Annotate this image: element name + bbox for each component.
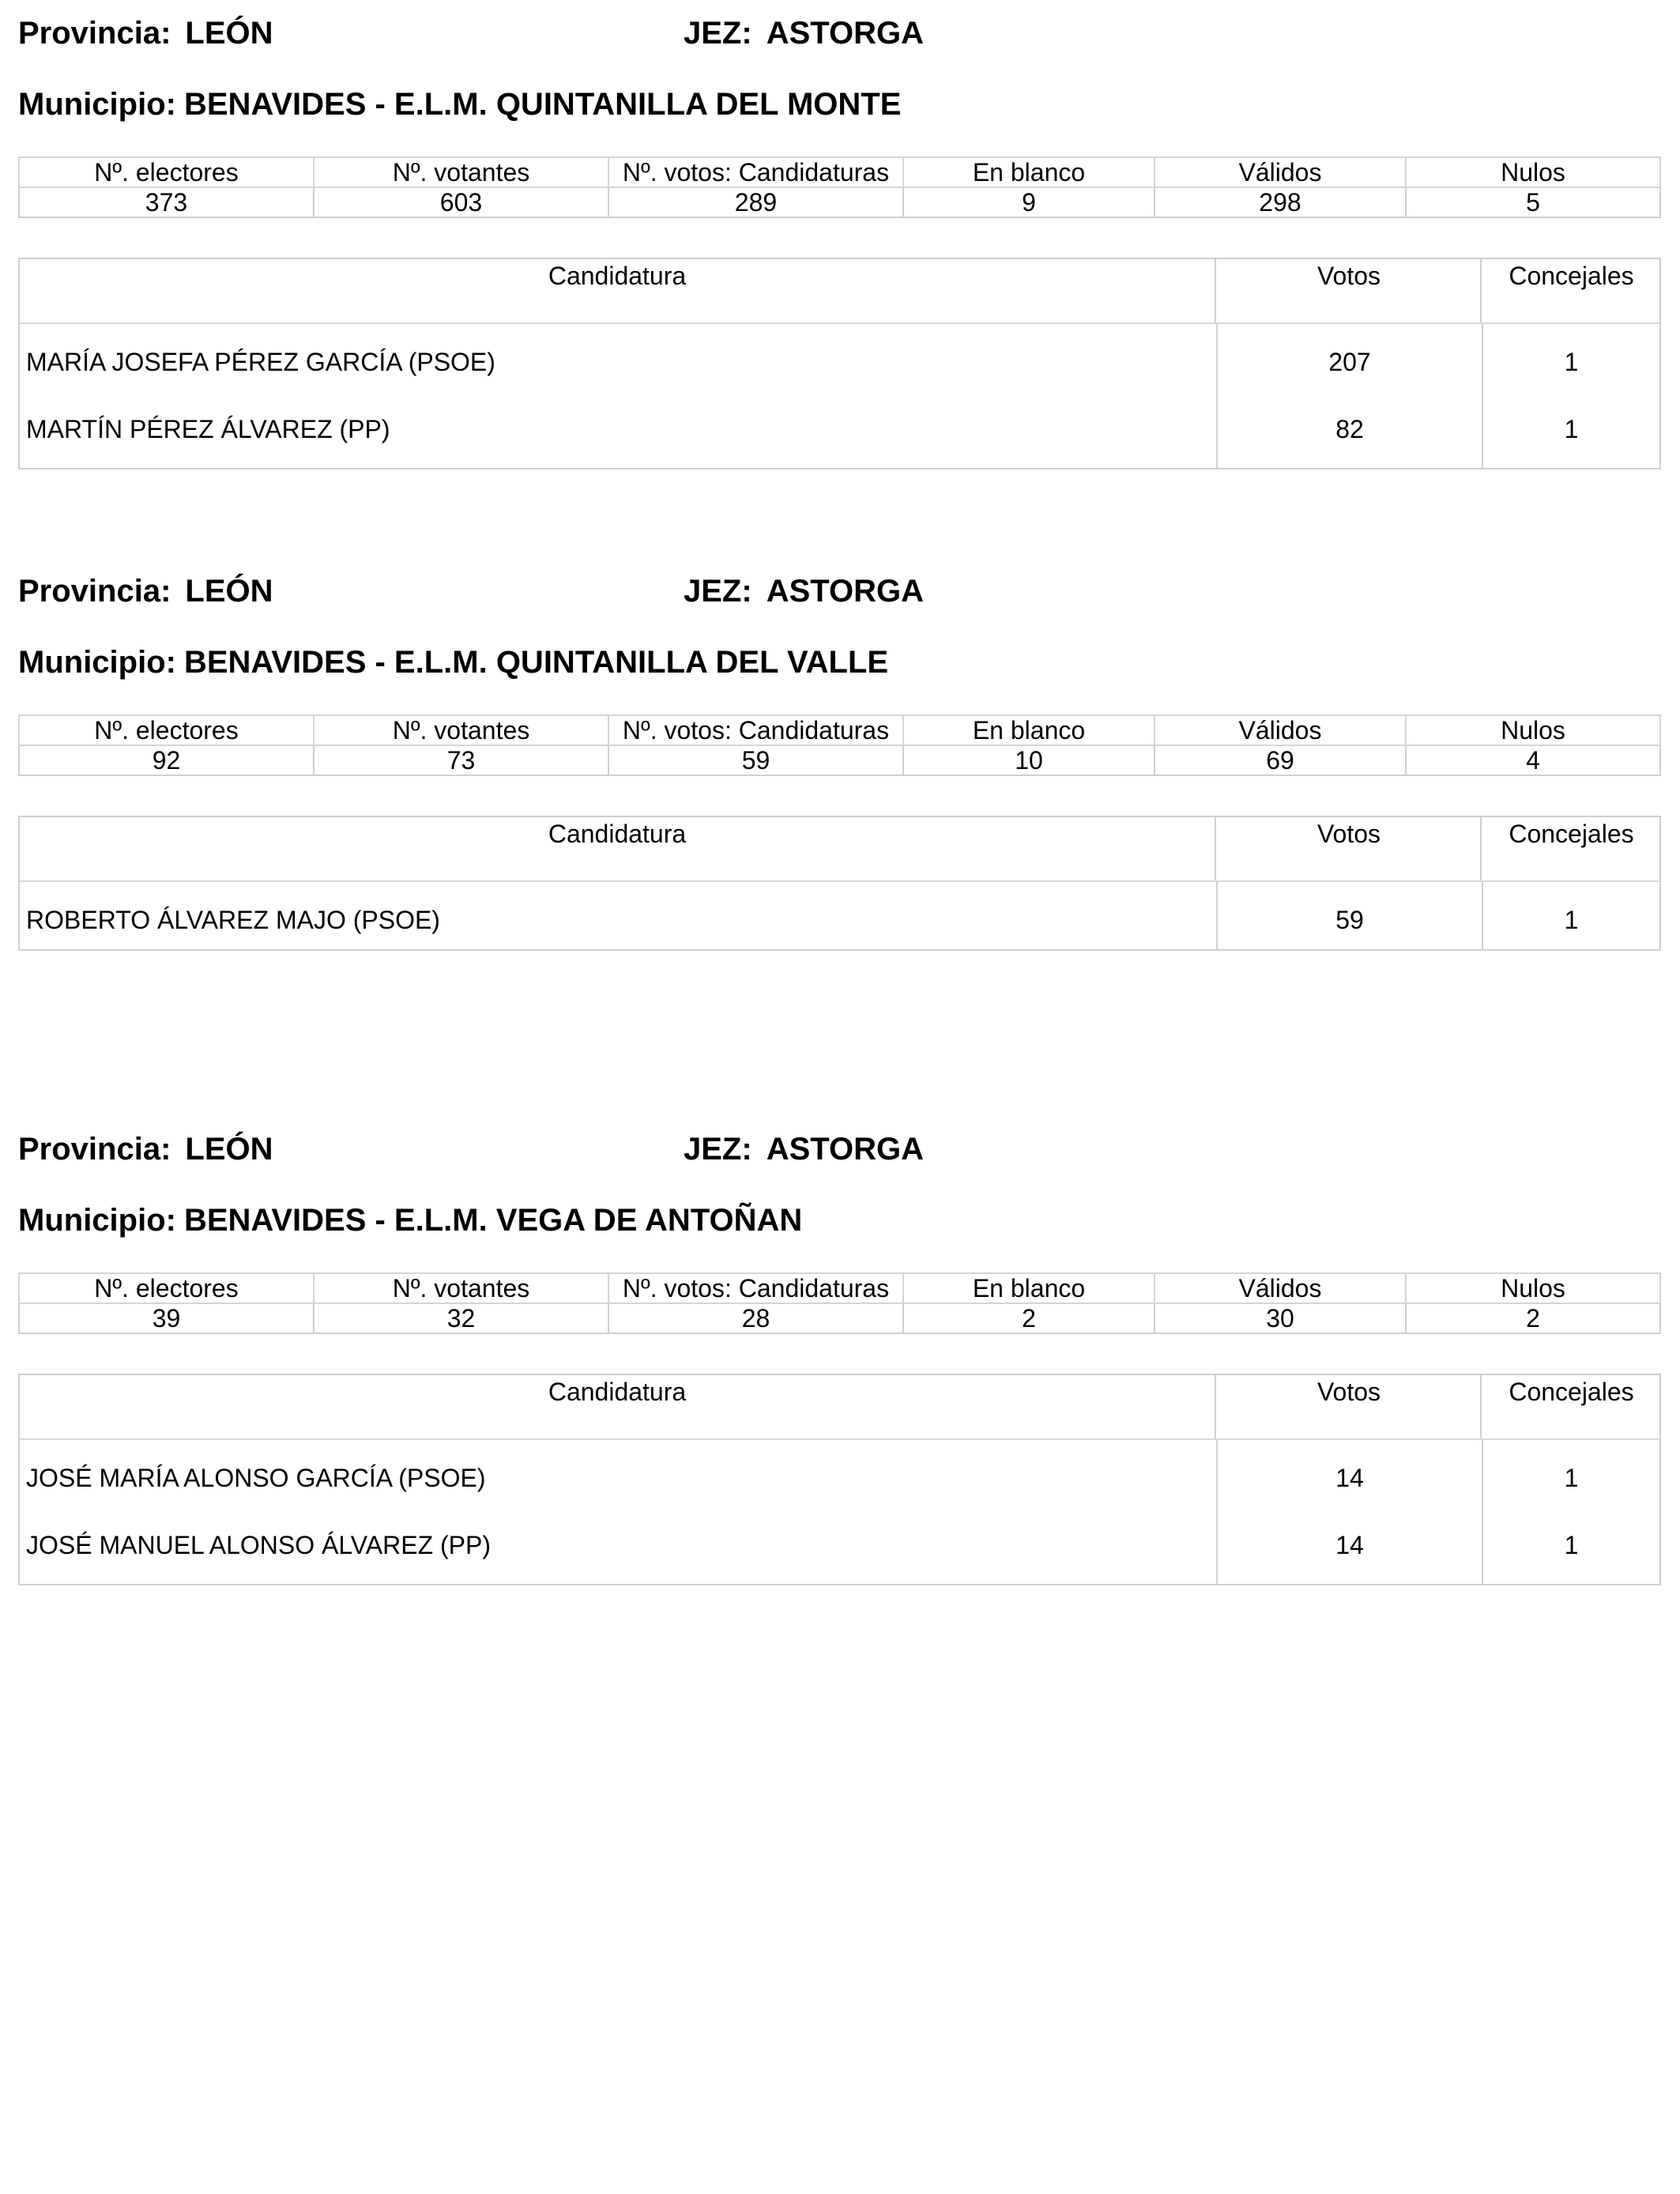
nulos-header: Nulos: [1406, 1273, 1660, 1303]
candidate-name: ROBERTO ÁLVAREZ MAJO (PSOE): [26, 906, 440, 934]
electores-value: 39: [19, 1303, 314, 1333]
validos-value: 69: [1155, 745, 1406, 775]
votos-header: Votos: [1218, 1375, 1482, 1438]
jez-label: JEZ:: [684, 1132, 752, 1167]
votos-header: Votos: [1218, 259, 1482, 322]
candidates-header-row: [20, 1375, 1659, 1440]
votantes-value: 73: [314, 745, 608, 775]
candidate-concejales: 1: [1564, 415, 1579, 443]
electores-header: Nº. electores: [19, 1273, 314, 1303]
electores-value: 373: [19, 187, 314, 217]
summary-values-row: [19, 1303, 1660, 1333]
validos-value: 30: [1155, 1303, 1406, 1333]
provincia-label: Provincia:: [18, 1132, 171, 1167]
municipio-value: BENAVIDES - E.L.M. VEGA DE ANTOÑAN: [183, 1203, 803, 1238]
municipio-line: [18, 87, 901, 123]
jez-value: ASTORGA: [766, 16, 924, 51]
summary-header-row: [19, 715, 1660, 745]
votos-candidaturas-header: Nº. votos: Candidaturas: [608, 157, 903, 187]
validos-header: Válidos: [1155, 715, 1406, 745]
provincia-value: LEÓN: [185, 16, 273, 51]
summary-header-row: [19, 157, 1660, 187]
provincia-line: [18, 574, 273, 609]
candidate-votos: 59: [1335, 906, 1364, 934]
candidate-row: [20, 882, 1659, 949]
votos-candidaturas-header: Nº. votos: Candidaturas: [608, 1273, 903, 1303]
candidatura-header: Candidatura: [20, 817, 1216, 880]
votos-candidaturas-value: 59: [608, 745, 903, 775]
municipio-value: BENAVIDES - E.L.M. QUINTANILLA DEL MONTE: [183, 87, 902, 122]
concejales-header: Concejales: [1509, 262, 1634, 290]
nulos-header: Nulos: [1406, 157, 1660, 187]
en-blanco-header: En blanco: [903, 715, 1155, 745]
en-blanco-header: En blanco: [903, 1273, 1155, 1303]
summary-table: [18, 714, 1661, 776]
nulos-header: Nulos: [1406, 715, 1660, 745]
candidate-concejales: 1: [1564, 348, 1579, 376]
summary-values-row: [19, 187, 1660, 217]
candidate-name: MARÍA JOSEFA PÉREZ GARCÍA (PSOE): [26, 348, 495, 376]
candidate-votos: 14: [1335, 1464, 1364, 1492]
concejales-header: Concejales: [1509, 820, 1634, 848]
votos-candidaturas-header: Nº. votos: Candidaturas: [608, 715, 903, 745]
candidates-body: [20, 1440, 1659, 1584]
section-header: [18, 16, 1659, 79]
municipio-label: Municipio:: [18, 1203, 176, 1238]
candidate-name: JOSÉ MARÍA ALONSO GARCÍA (PSOE): [26, 1464, 486, 1492]
candidate-concejales: 1: [1564, 906, 1579, 934]
jez-value: ASTORGA: [766, 574, 924, 609]
candidate-row: [20, 324, 1659, 391]
nulos-value: 5: [1406, 187, 1660, 217]
votantes-header: Nº. votantes: [314, 157, 608, 187]
validos-header: Válidos: [1155, 157, 1406, 187]
candidates-body: [20, 324, 1659, 468]
en-blanco-value: 10: [903, 745, 1155, 775]
en-blanco-value: 2: [903, 1303, 1155, 1333]
candidatura-header: Candidatura: [20, 259, 1216, 322]
electores-value: 92: [19, 745, 314, 775]
candidate-votos: 207: [1328, 348, 1371, 376]
jez-line: [684, 1132, 924, 1167]
candidates-header-row: [20, 259, 1659, 324]
municipio-line: [18, 1203, 802, 1238]
votantes-value: 32: [314, 1303, 608, 1333]
provincia-value: LEÓN: [185, 1132, 273, 1167]
result-section: [18, 1132, 1659, 1559]
candidate-name: JOSÉ MANUEL ALONSO ÁLVAREZ (PP): [26, 1531, 491, 1559]
jez-line: [684, 574, 924, 609]
provincia-line: [18, 1132, 273, 1167]
candidates-body: [20, 882, 1659, 949]
en-blanco-value: 9: [903, 187, 1155, 217]
candidatura-header: Candidatura: [20, 1375, 1216, 1438]
section-header: [18, 1132, 1659, 1195]
jez-line: [684, 16, 924, 51]
validos-value: 298: [1155, 187, 1406, 217]
summary-table: [18, 156, 1661, 218]
electores-header: Nº. electores: [19, 157, 314, 187]
municipio-label: Municipio:: [18, 87, 176, 122]
votos-header: Votos: [1218, 817, 1482, 880]
votos-candidaturas-value: 28: [608, 1303, 903, 1333]
provincia-value: LEÓN: [185, 574, 273, 609]
candidate-name: MARTÍN PÉREZ ÁLVAREZ (PP): [26, 415, 390, 443]
candidate-votos: 14: [1335, 1531, 1364, 1559]
jez-label: JEZ:: [684, 574, 752, 609]
candidate-votos: 82: [1335, 415, 1364, 443]
provincia-label: Provincia:: [18, 16, 171, 51]
candidates-table: [18, 816, 1661, 951]
votantes-value: 603: [314, 187, 608, 217]
candidate-row: [20, 391, 1659, 458]
votos-candidaturas-value: 289: [608, 187, 903, 217]
summary-table: [18, 1272, 1661, 1334]
candidate-row: [20, 1440, 1659, 1507]
municipio-label: Municipio:: [18, 645, 176, 680]
municipio-value: BENAVIDES - E.L.M. QUINTANILLA DEL VALLE: [183, 645, 889, 680]
summary-values-row: [19, 745, 1660, 775]
provincia-line: [18, 16, 273, 51]
candidate-concejales: 1: [1564, 1464, 1579, 1492]
votantes-header: Nº. votantes: [314, 1273, 608, 1303]
result-section: [18, 16, 1659, 443]
candidates-header-row: [20, 817, 1659, 882]
summary-header-row: [19, 1273, 1660, 1303]
en-blanco-header: En blanco: [903, 157, 1155, 187]
result-section: [18, 574, 1659, 934]
candidates-table: [18, 258, 1661, 469]
electores-header: Nº. electores: [19, 715, 314, 745]
section-header: [18, 574, 1659, 637]
nulos-value: 2: [1406, 1303, 1660, 1333]
nulos-value: 4: [1406, 745, 1660, 775]
candidate-concejales: 1: [1564, 1531, 1579, 1559]
candidate-row: [20, 1507, 1659, 1574]
votantes-header: Nº. votantes: [314, 715, 608, 745]
jez-label: JEZ:: [684, 16, 752, 51]
provincia-label: Provincia:: [18, 574, 171, 609]
municipio-line: [18, 645, 888, 680]
concejales-header: Concejales: [1509, 1378, 1634, 1406]
candidates-table: [18, 1374, 1661, 1585]
jez-value: ASTORGA: [766, 1132, 924, 1167]
validos-header: Válidos: [1155, 1273, 1406, 1303]
